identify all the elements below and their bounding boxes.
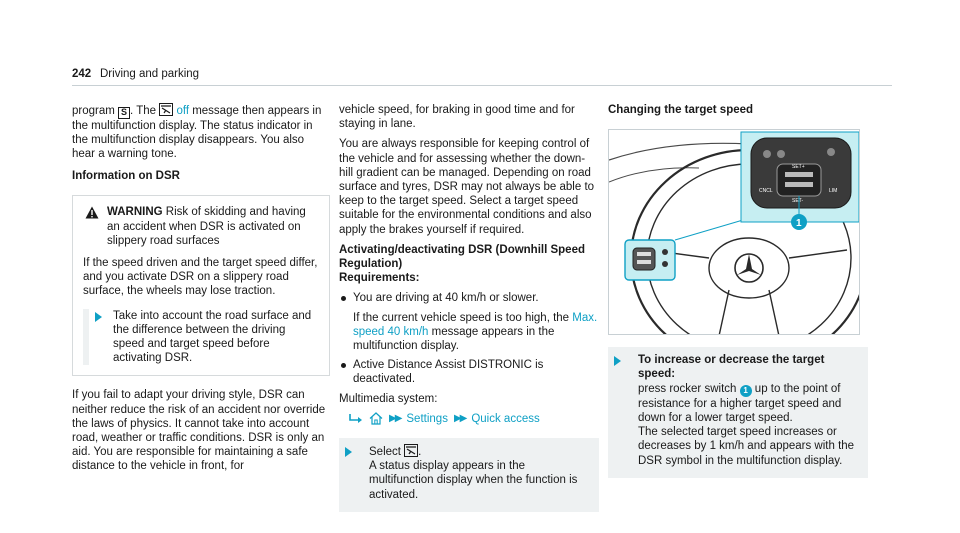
page-section-title: Driving and parking: [100, 68, 200, 80]
callout-1-inline: 1: [740, 385, 752, 397]
bullet-dot: [341, 363, 346, 368]
warning-title-rest: Risk of skidding and having an accident when DSR is activated on slippery road surfaces: [107, 206, 306, 247]
responsibility-paragraph: If you fail to adapt your driving style, DSR can neither reduce the risk of an accident nor override the laws of physics. It cannot take into account road, weather or traffic conditions. DSR is only an aid. You are responsible for maintaining a safe distance to the vehicle in front, for: [72, 389, 326, 473]
lim-label: LIM: [829, 188, 838, 195]
dsr-icon: [159, 103, 173, 116]
home-icon: [369, 412, 383, 425]
steering-wheel-illustration: [609, 130, 860, 335]
instruction-arrow-icon: [345, 447, 352, 457]
step-result: The selected target speed increases or decreases by 1 km/h and appears with the DSR symbol in the multifunction display.: [638, 426, 855, 467]
chevron-right-icon: ▶▶: [453, 412, 466, 424]
continuation-paragraph: vehicle speed, for braking in good time and for staying in lane.: [339, 104, 575, 131]
page-header: [72, 64, 892, 86]
off-message: off: [176, 105, 190, 117]
menu-path: [349, 412, 599, 426]
change-speed-step-box: [608, 347, 868, 478]
speed-too-high-note: If the current vehicle speed is too high, the Max. speed 40 km/h message appears in the multifunction display.: [353, 311, 598, 353]
path-start-arrow-icon: [349, 413, 363, 425]
multimedia-label: Multimedia system:: [339, 392, 438, 405]
select-step-box: Select . A status display appears in the multifunction display when the function is activated.: [339, 438, 599, 512]
step-body: press rocker switch 1 up to the point of resistance for a higher target speed and down for a lower target speed.: [638, 382, 842, 424]
warning-triangle-icon: [83, 206, 101, 220]
info-heading: Information on DSR: [72, 170, 180, 183]
set-minus-label: SET-: [792, 198, 804, 205]
warning-instruction: Take into account the road surface and the difference between the driving speed and target speed before activating DSR.: [83, 309, 319, 366]
warning-box: [72, 195, 330, 376]
max-speed-message: Max. speed 40 km/h: [353, 311, 598, 338]
bullet-dot: [341, 296, 346, 301]
chevron-right-icon: ▶▶: [389, 412, 401, 424]
instruction-arrow-icon: [614, 356, 621, 366]
dsr-icon: [404, 444, 418, 457]
requirements-heading: Requirements:: [339, 272, 420, 285]
list-item: Active Distance Assist DISTRONIC is deactivated.: [339, 358, 599, 386]
s-program-badge: S: [118, 107, 130, 119]
warning-body: If the speed driven and the target speed differ, and you activate DSR on a slippery road surface, the wheels may lose traction.: [83, 256, 318, 298]
cncl-label: CNCL: [759, 188, 773, 195]
control-paragraph: You are always responsible for keeping control of the vehicle and for assessing whether the down-hill gradient can be managed. Depending on road surface and tyres, DSR may not always be able to keep to the target speed. Select a target speed suitable for the environmental conditions and also apply the brakes yourself if required.: [339, 138, 595, 236]
select-label: Select: [369, 446, 401, 459]
step-title: To increase or decrease the target speed:: [638, 354, 825, 381]
column-middle: [339, 103, 599, 512]
steering-wheel-figure: [608, 129, 860, 335]
page-number: 242: [72, 68, 92, 80]
intro-paragraph: program S . The off message then appears in the multifunction display. The status indicator in the multifunction display disappears. You also hear a warning tone.: [72, 105, 322, 160]
select-result: A status display appears in the multifunction display when the function is activated.: [369, 460, 578, 501]
set-plus-label: SET+: [792, 164, 805, 171]
requirements-list: [339, 291, 599, 386]
instruction-arrow-icon: [95, 312, 102, 322]
warning-title: WARNING: [107, 206, 163, 219]
column-left: [72, 103, 330, 480]
callout-1-label: 1: [796, 218, 802, 230]
changing-speed-heading: Changing the target speed: [608, 104, 754, 116]
list-item: You are driving at 40 km/h or slower. If the current vehicle speed is too high, the Max. speed 40 km/h message appears in the multifunction display.: [339, 291, 599, 353]
column-right: [608, 103, 868, 478]
activating-heading: Activating/deactivating DSR (Downhill Speed Regulation): [339, 243, 586, 271]
path-settings: Settings: [406, 412, 448, 425]
path-quick-access: Quick access: [471, 412, 540, 425]
